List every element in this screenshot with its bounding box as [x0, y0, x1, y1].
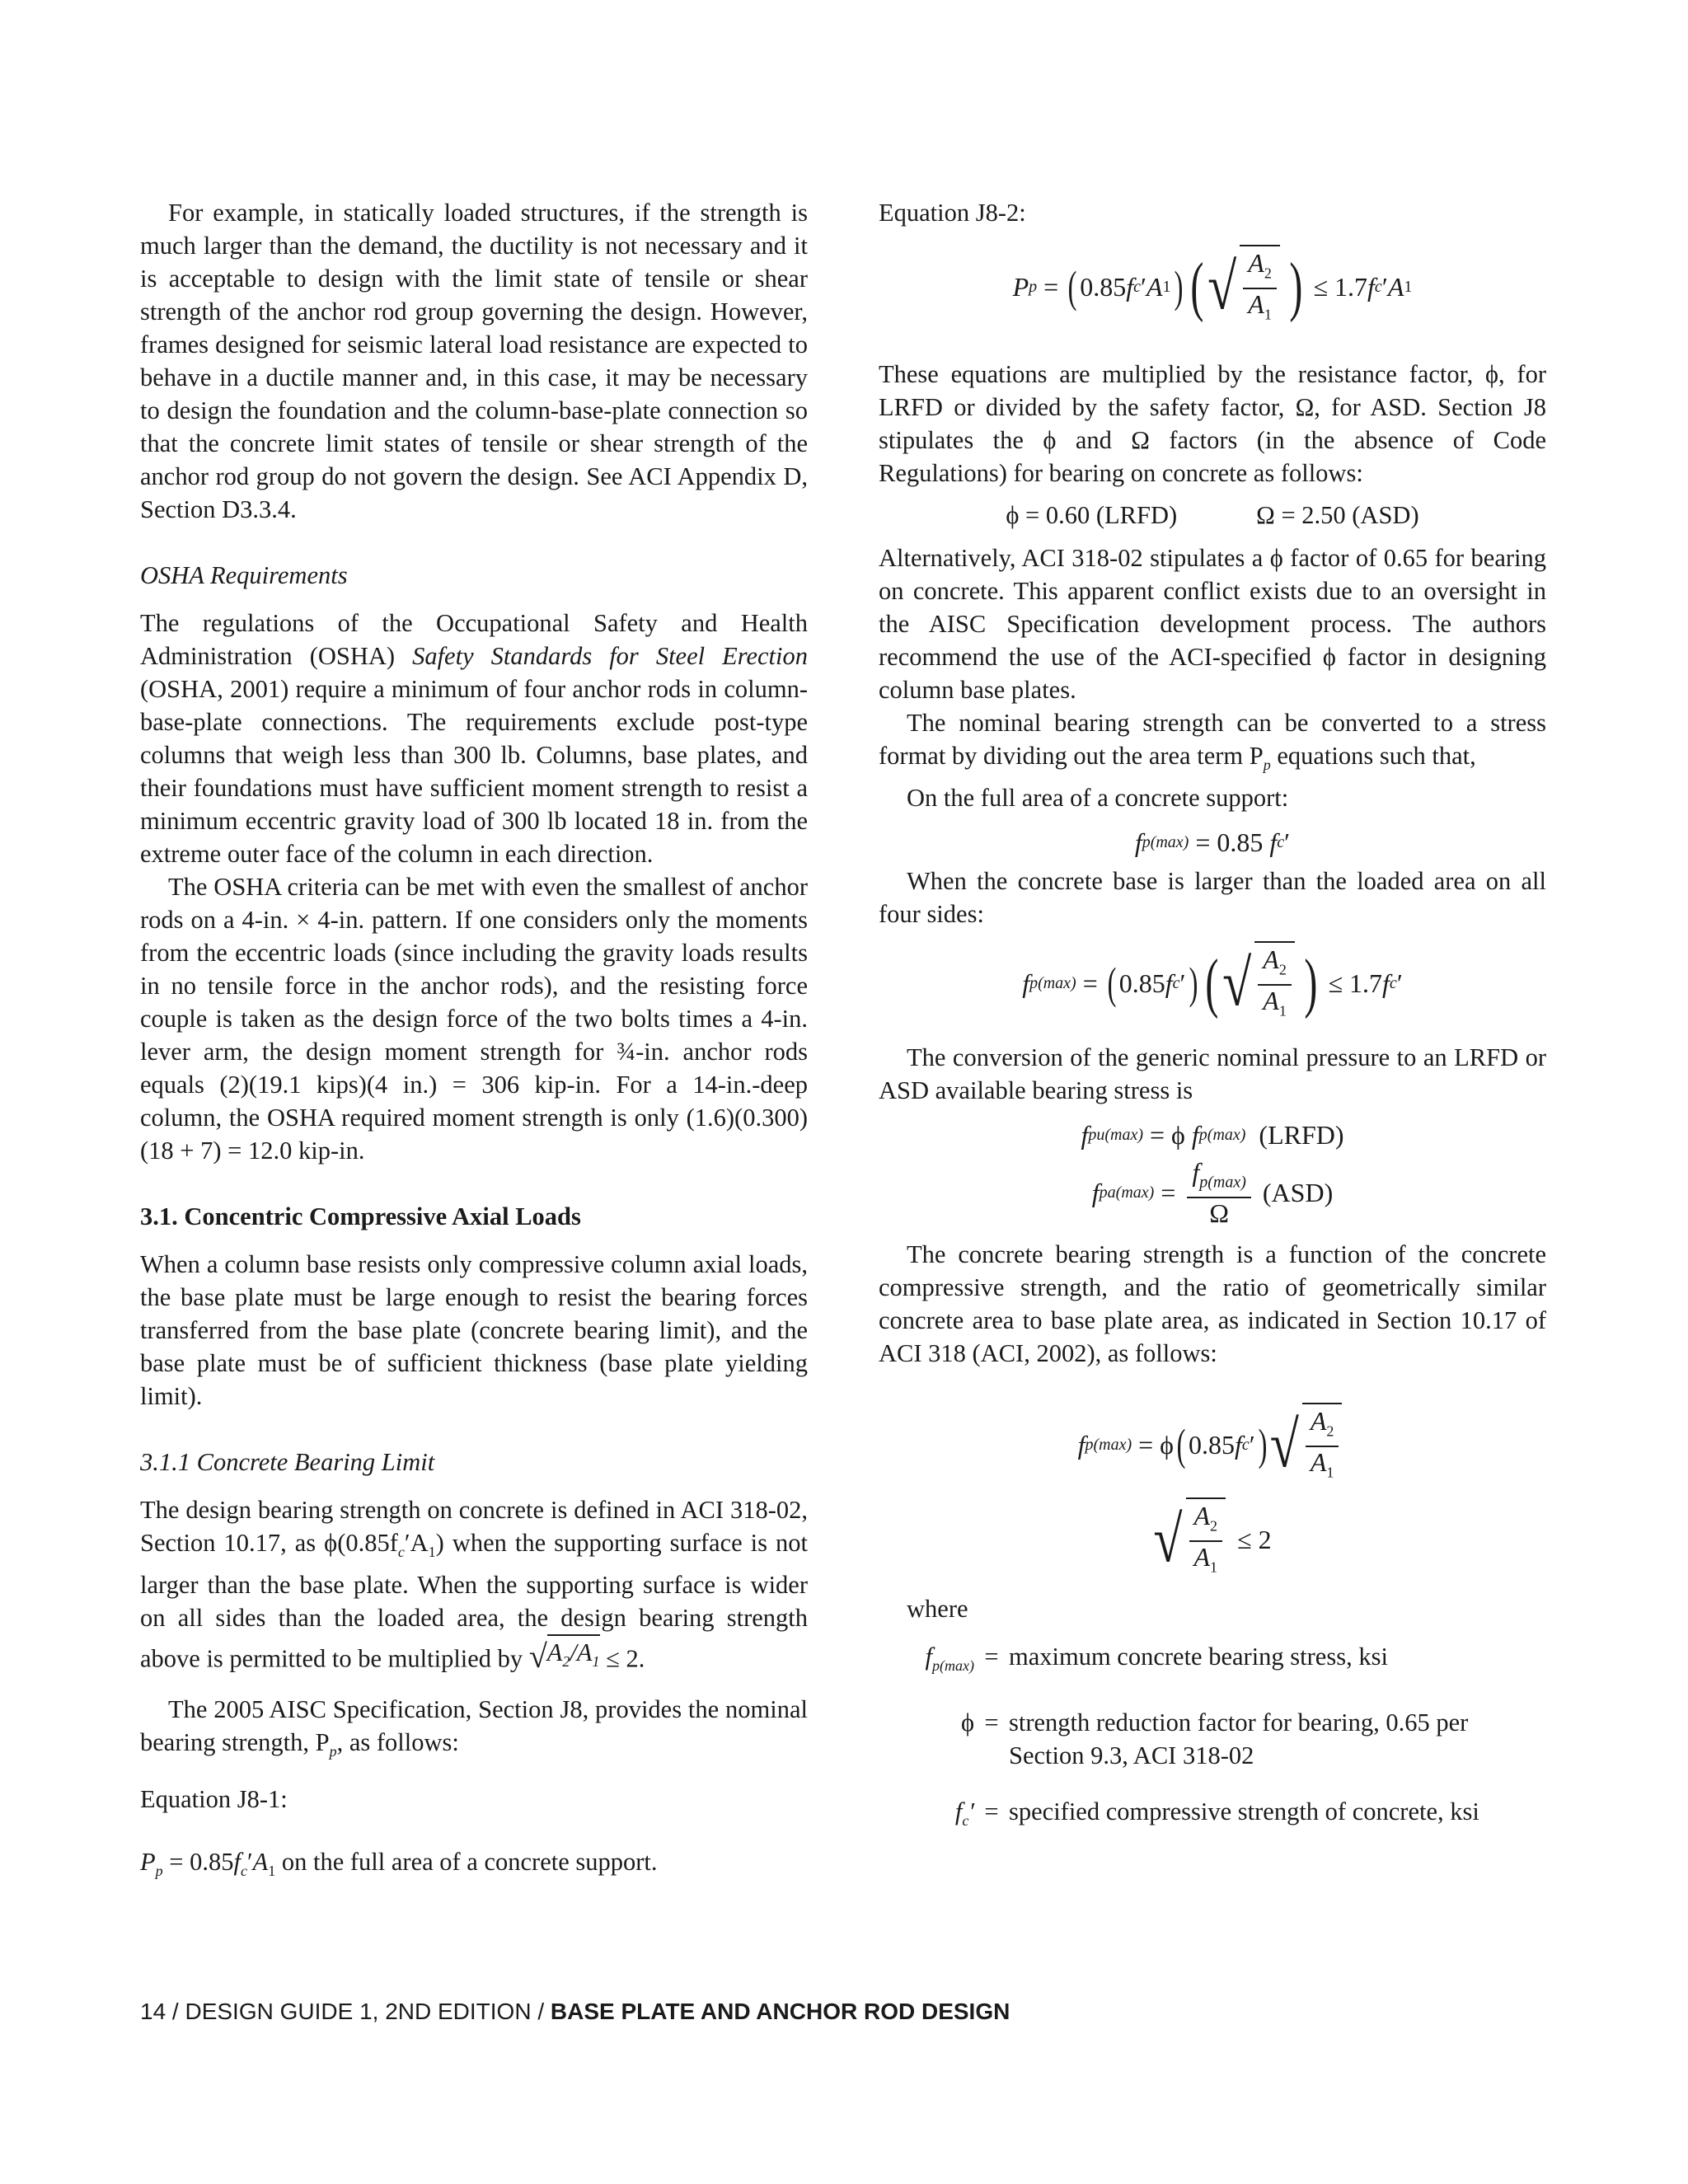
function-paragraph: The concrete bearing strength is a function of the concrete compressive strength, and the ratio of geometrically similar concrete area to base plate area, as indicated in Section 10.17 of ACI 318 (ACI, 2002), as follows: — [879, 1240, 1546, 1368]
equation-ratio-limit: √ $\frac{A_2}{A_1}$ ≤ 2 — [879, 1498, 1546, 1581]
osha-paragraph-1: The regulations of the Occupational Safety and Health Administration (OSHA) Safety Standards for Steel Erection (OSHA, 2001) require a minimum of four anchor rods in column-base-plate connections. The requirements exclude post-type columns that weigh less than 300 lb. Columns, base plates, and their foundations must have sufficient moment strength to resist a minimum eccentric gravity load of 300 lb located 18 in. from the extreme outer face of the column in each direction. — [140, 609, 808, 868]
equation-fp-full: f p(max) = 0.85 f c ′ — [1134, 827, 1291, 858]
equation-lrfd-stress: f pu(max) = ϕ f p(max) (LRFD) — [1081, 1120, 1344, 1151]
phi-lrfd: ϕ = 0.60 (LRFD) — [1006, 501, 1178, 529]
right-column — [879, 196, 1546, 1860]
section-3-1-heading: 3.1. Concentric Compressive Axial Loads — [140, 1202, 581, 1230]
alternative-paragraph: Alternatively, ACI 318-02 stipulates a ϕ factor of 0.65 for bearing on concrete. This apparent conflict exists due to an oversight in the AISC Specification development process. The authors recommend the use of the ACI-specified ϕ factor in designing column base plates. — [879, 544, 1546, 704]
equation-fp-confined: f p(max) = ( 0.85 f c ′ ) ( √ $\frac{A_2}{A_1}$ ) ≤ 1.7 f c ′ — [879, 942, 1546, 1024]
definition-symbol: $f_c'$ — [954, 1797, 974, 1829]
intro-paragraph: For example, in statically loaded structures, if the strength is much larger than the demand, the ductility is not necessary and it is acceptable to design with the limit state of tensile or shear strength of the anchor rod group governing the design. However, frames designed for seismic lateral load resistance are expected to behave in a ductile manner and, in this case, it may be necessary to design the foundation and the column-base-plate connection so that the concrete limit states of tensile or shear strength of the anchor rod group do not govern the design. See ACI Appendix D, Section D3.3.4. — [140, 199, 808, 523]
equation-j8-1-label: Equation J8-1: — [140, 1785, 288, 1814]
footer-prefix: 14 / DESIGN GUIDE 1, 2ND EDITION / — [140, 1999, 551, 2024]
definitions-list — [879, 1640, 1546, 1836]
definition-fp-max: $f_{p(max)}$ = maximum concrete bearing stress, ksi — [879, 1640, 1546, 1682]
phi-omega-values — [879, 501, 1546, 530]
definition-symbol: $f_{p(max)}$ — [925, 1643, 974, 1675]
sqrt-ratio-inline: √ $A_2/A_1$ — [529, 1634, 600, 1678]
equation-j8-2-label: Equation J8-2: — [879, 199, 1026, 227]
definition-fc: $f_c'$ = specified compressive strength of concrete, ksi — [879, 1795, 1546, 1837]
page-footer — [140, 1999, 1010, 2025]
equation-j8-1: $P_p = 0.85f_c'A_1$ on the full area of a concrete support. — [140, 1848, 658, 1880]
equation-fp-aci: f p(max) = ϕ ( 0.85 f c ′ ) √ $\frac{A_2}{A_1}$ — [879, 1399, 1546, 1490]
osha-paragraph-2: The OSHA criteria can be met with even the smallest of anchor rods on a 4-in. × 4-in. pattern. If one considers only the moments from the eccentric loads (since including the gravity loads results in no tensile force in the anchor rods), and the resisting force couple is taken as the design force of the two bolts times a 4-in. lever arm, the design moment strength for ¾-in. anchor rods equals (2)(19.1 kips)(4 in.) = 306 kip-in. For a 14-in.-deep column, the OSHA required moment strength is only (1.6)(0.300)(18 + 7) = 12.0 kip-in. — [140, 873, 808, 1165]
nominal-paragraph: The nominal bearing strength can be converted to a stress format by dividing out the area term $P_p$ equations such that, — [879, 709, 1546, 774]
bearing-limit-paragraph: The design bearing strength on concrete is defined in ACI 318-02, Section 10.17, as $\phi(0.85f_c'A_1)$ when the supporting surface is not larger than the base plate. When the supporting surface is wider on all sides than the loaded area, the design bearing strength above is permitted to be multiplied by √ $A_2/A_1$ ≤ 2. — [140, 1493, 808, 1678]
section-3-1-1-heading: 3.1.1 Concrete Bearing Limit — [140, 1448, 435, 1476]
where-label: where — [907, 1595, 968, 1624]
definition-symbol: ϕ — [960, 1708, 974, 1736]
section-3-1-paragraph: When a column base resists only compressive column axial loads, the base plate must be large enough to resist the bearing forces transferred from the base plate (concrete bearing limit), and the base plate must be of sufficient thickness (base plate yielding limit). — [140, 1250, 808, 1410]
factors-paragraph: These equations are multiplied by the resistance factor, ϕ, for LRFD or divided by the safety factor, Ω, for ASD. Section J8 stipulates the ϕ and Ω factors (in the absence of Code Regulations) for bearing on concrete as follows: — [879, 360, 1546, 487]
larger-base-paragraph: When the concrete base is larger than the loaded area on all four sides: — [879, 867, 1546, 929]
aisc-paragraph: The 2005 AISC Specification, Section J8, provides the nominal bearing strength, $P_p$, as follows: — [140, 1695, 808, 1760]
equation-j8-2: P p = ( 0.85 f c ′ A 1 ) ( √ $\frac{A_2}{A_1}$ ) ≤ 1.7 f c ′ A 1 — [879, 246, 1546, 328]
full-area-paragraph: On the full area of a concrete support: — [907, 784, 1289, 813]
definition-phi: ϕ = strength reduction factor for bearing, 0.65 per Section 9.3, ACI 318-02 — [879, 1706, 1546, 1772]
equation-asd-stress: f pa(max) = $\frac{f_{p(max)}}{\Omega}$ (ASD) — [1091, 1157, 1334, 1229]
omega-asd: Ω = 2.50 (ASD) — [1256, 501, 1419, 529]
footer-title: BASE PLATE AND ANCHOR ROD DESIGN — [550, 1999, 1010, 2024]
osha-heading: OSHA Requirements — [140, 561, 348, 589]
conversion-paragraph: The conversion of the generic nominal pressure to an LRFD or ASD available bearing stress is — [879, 1043, 1546, 1105]
left-column — [140, 196, 808, 1887]
